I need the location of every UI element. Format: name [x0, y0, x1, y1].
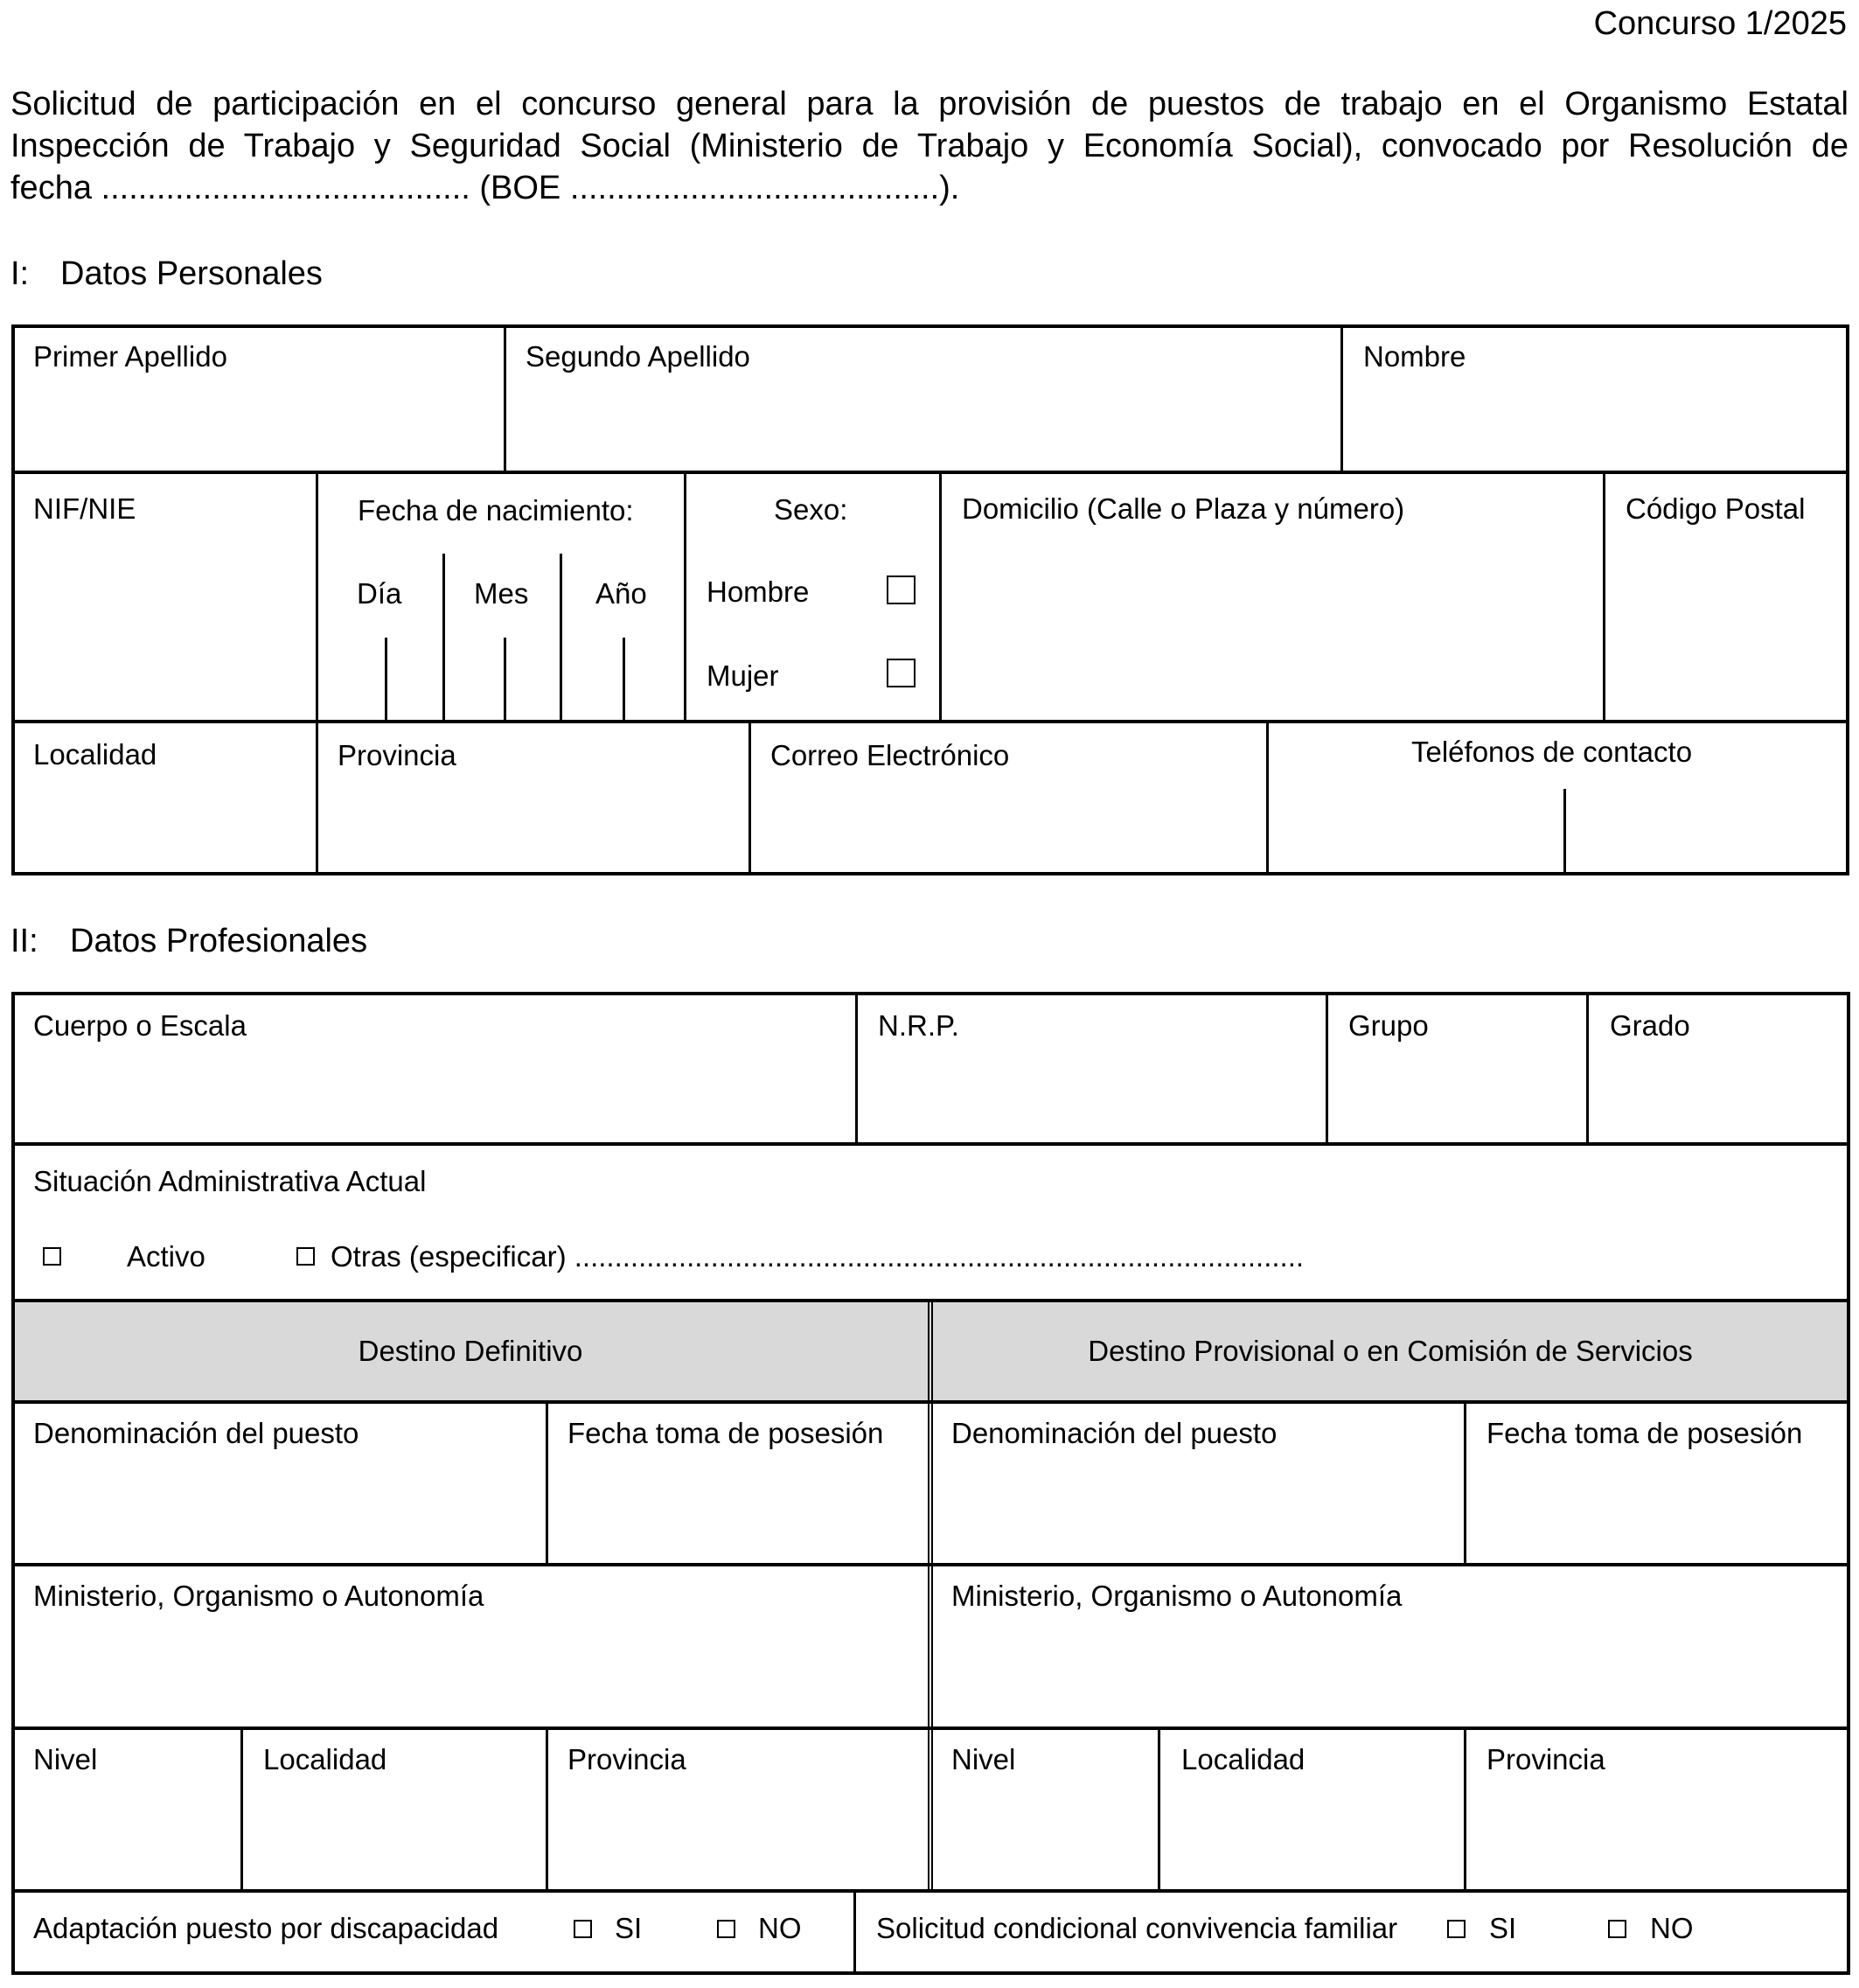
col-divider [1586, 992, 1589, 1144]
col-divider [1266, 722, 1269, 875]
def-fecha-posesion-label: Fecha toma de posesión [567, 1417, 884, 1449]
col-divider [684, 472, 686, 722]
date-divider [560, 554, 562, 722]
destino-divider-a [928, 1301, 930, 1891]
fecha-nacimiento-label: Fecha de nacimiento: [358, 494, 634, 527]
adaptacion-si-checkbox[interactable] [574, 1920, 592, 1938]
activo-label: Activo [127, 1240, 205, 1273]
nif-label: NIF/NIE [33, 492, 136, 525]
col-divider [1464, 1402, 1466, 1565]
condicional-label: Solicitud condicional convivencia familiar [876, 1912, 1398, 1944]
localidad-label: Localidad [33, 738, 157, 771]
col-divider [240, 1728, 243, 1891]
concurso-number: Concurso 1/2025 [1593, 5, 1847, 42]
col-divider [1603, 472, 1605, 722]
anio-label: Año [595, 577, 647, 610]
correo-label: Correo Electrónico [770, 739, 1010, 771]
intro-line-3: fecha ........................................ (BOE ........................................). [10, 170, 960, 206]
col-divider [1464, 1728, 1466, 1891]
telefono-1-field[interactable] [1270, 789, 1563, 872]
intro-line-1: Solicitud de participación en el concurso general para la provisión de puestos de trabajo en el Organismo Estatal [10, 86, 1849, 122]
intro-line-2: Inspección de Trabajo y Seguridad Social (Ministerio de Trabajo y Economía Social), convocado por Resolución de [10, 128, 1849, 164]
col-divider [316, 722, 318, 875]
dia-label: Día [357, 577, 402, 610]
telefono-2-field[interactable] [1567, 789, 1846, 872]
destino-definitivo-header: Destino Definitivo [358, 1335, 583, 1367]
col-divider [1158, 1728, 1160, 1891]
grado-label: Grado [1610, 1009, 1690, 1042]
condicional-si-checkbox[interactable] [1447, 1920, 1466, 1938]
destino-provisional-header: Destino Provisional o en Comisión de Servicios [1088, 1335, 1693, 1367]
telefonos-label: Teléfonos de contacto [1411, 736, 1693, 768]
provincia-label: Provincia [338, 739, 456, 771]
adaptacion-no-checkbox[interactable] [717, 1920, 735, 1938]
dia-field[interactable] [320, 638, 442, 720]
mujer-label: Mujer [707, 659, 779, 692]
col-divider [546, 1402, 548, 1565]
def-nivel-label: Nivel [33, 1743, 98, 1775]
hombre-checkbox[interactable] [887, 575, 916, 604]
def-denominacion-label: Denominación del puesto [33, 1417, 359, 1449]
sexo-label: Sexo: [774, 493, 848, 526]
primer-apellido-label: Primer Apellido [33, 340, 227, 373]
adaptacion-no-label: NO [758, 1912, 802, 1944]
mujer-checkbox[interactable] [887, 659, 916, 687]
prov-fecha-posesion-label: Fecha toma de posesión [1487, 1417, 1803, 1449]
mes-label: Mes [474, 577, 529, 610]
section2-number: II: [10, 923, 38, 959]
section1-title: Datos Personales [60, 255, 323, 292]
condicional-no-checkbox[interactable] [1608, 1920, 1626, 1938]
col-divider [1340, 324, 1343, 472]
col-divider [1326, 992, 1328, 1144]
codigo-postal-label: Código Postal [1626, 492, 1806, 525]
condicional-no-label: NO [1650, 1912, 1694, 1944]
def-provincia-label: Provincia [567, 1743, 686, 1775]
condicional-si-label: SI [1489, 1912, 1517, 1944]
col-divider [855, 992, 858, 1144]
situacion-label: Situación Administrativa Actual [33, 1165, 427, 1197]
mes-field[interactable] [446, 638, 560, 720]
nombre-label: Nombre [1363, 340, 1466, 373]
segundo-apellido-label: Segundo Apellido [526, 340, 750, 373]
nrp-label: N.R.P. [878, 1009, 959, 1042]
section1-number: I: [10, 255, 30, 292]
prov-nivel-label: Nivel [951, 1743, 1016, 1775]
section2-title: Datos Profesionales [70, 923, 368, 959]
adaptacion-label: Adaptación puesto por discapacidad [33, 1912, 499, 1944]
cuerpo-label: Cuerpo o Escala [33, 1009, 247, 1042]
prov-provincia-label: Provincia [1487, 1743, 1605, 1775]
row-divider [11, 1142, 1850, 1146]
grupo-label: Grupo [1348, 1009, 1429, 1042]
col-divider [316, 472, 318, 722]
prov-denominacion-label: Denominación del puesto [951, 1417, 1278, 1449]
col-divider [546, 1728, 548, 1891]
otras-checkbox[interactable] [296, 1247, 315, 1266]
col-divider [853, 1891, 856, 1975]
prov-localidad-label: Localidad [1181, 1743, 1305, 1775]
hombre-label: Hombre [707, 575, 810, 608]
col-divider [939, 472, 942, 722]
domicilio-label: Domicilio (Calle o Plaza y número) [962, 492, 1405, 525]
anio-field[interactable] [563, 638, 684, 720]
prov-ministerio-label: Ministerio, Organismo o Autonomía [951, 1580, 1403, 1612]
def-ministerio-label: Ministerio, Organismo o Autonomía [33, 1580, 484, 1612]
otras-label[interactable]: Otras (especificar) ........................................................................................... [331, 1240, 1305, 1273]
col-divider [748, 722, 751, 875]
adaptacion-si-label: SI [615, 1912, 643, 1944]
activo-checkbox[interactable] [43, 1247, 61, 1266]
date-divider [442, 554, 445, 722]
col-divider [504, 324, 506, 472]
phone-divider [1563, 789, 1566, 875]
def-localidad-label: Localidad [263, 1743, 387, 1775]
